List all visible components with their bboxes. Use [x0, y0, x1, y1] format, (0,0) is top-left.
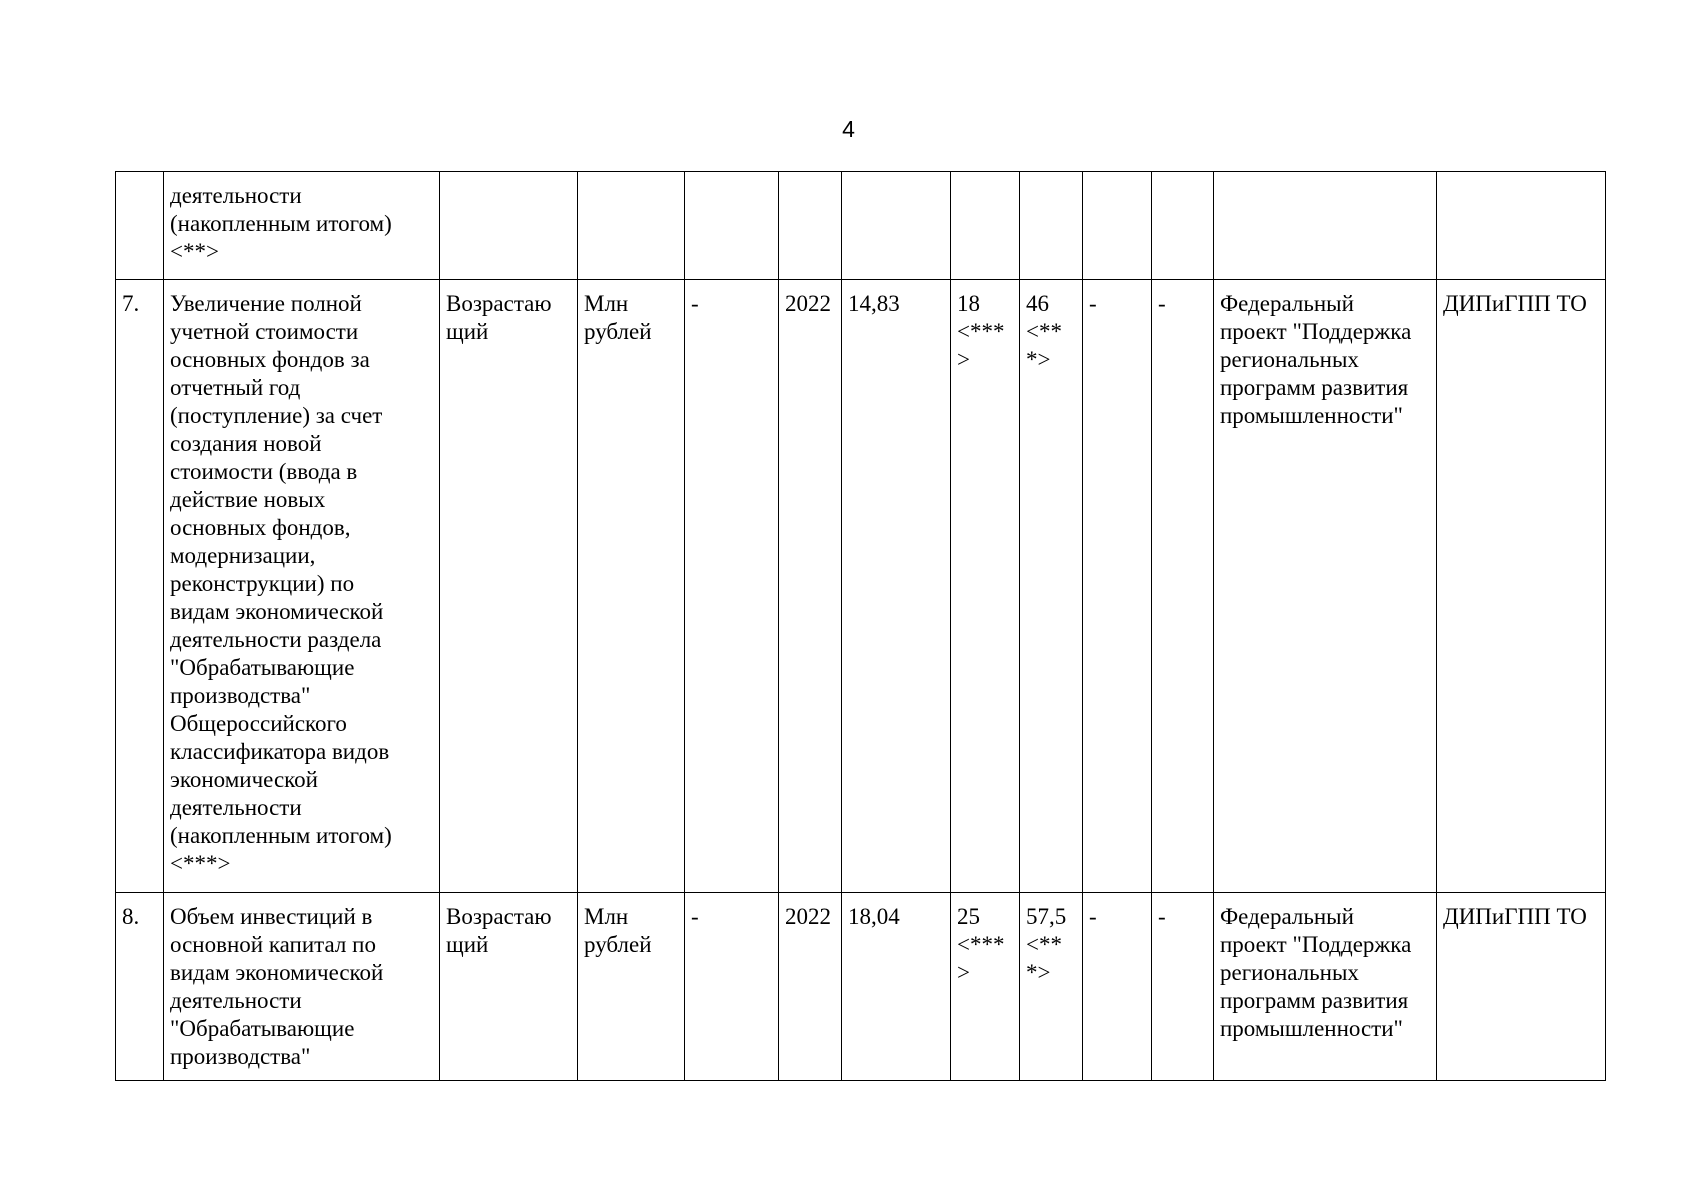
cell-year — [779, 172, 842, 280]
table-row — [116, 893, 1606, 1081]
cell-trend — [440, 172, 578, 280]
cell-project: Федеральный проект "Поддержка региональных программ развития промышленности" — [1214, 280, 1437, 893]
cell-val4 — [1152, 172, 1214, 280]
table-row — [116, 280, 1606, 893]
cell-indicator-name: Объем инвестиций в основной капитал по видам экономической деятельности "Обрабатывающие производства" — [164, 893, 440, 1081]
cell-val1 — [951, 172, 1020, 280]
cell-project: Федеральный проект "Поддержка региональных программ развития промышленности" — [1214, 893, 1437, 1081]
cell-val2: 57,5 <** *> — [1020, 893, 1083, 1081]
cell-num — [116, 172, 164, 280]
cell-val4: - — [1152, 893, 1214, 1081]
cell-year: 2022 — [779, 280, 842, 893]
cell-year: 2022 — [779, 893, 842, 1081]
cell-unit: Млн рублей — [578, 280, 685, 893]
cell-col4 — [685, 172, 779, 280]
cell-val2: 46 <** *> — [1020, 280, 1083, 893]
cell-base-value: 18,04 — [842, 893, 951, 1081]
cell-val4: - — [1152, 280, 1214, 893]
cell-base-value — [842, 172, 951, 280]
cell-col4: - — [685, 280, 779, 893]
table-row-continuation — [116, 172, 1606, 280]
cell-trend: Возрастаю щий — [440, 893, 578, 1081]
cell-unit — [578, 172, 685, 280]
cell-responsible — [1437, 172, 1606, 280]
cell-val3: - — [1083, 893, 1152, 1081]
cell-val2 — [1020, 172, 1083, 280]
cell-indicator-name: Увеличение полной учетной стоимости основных фондов за отчетный год (поступление) за счет создания новой стоимости (ввода в действие новых основных фондов, модернизации, реконструкции) по видам экономической деятельности раздела "Обрабатывающие производства" Общероссийского классификатора видов экономической деятельности (накопленным итогом) <***> — [164, 280, 440, 893]
cell-num: 8. — [116, 893, 164, 1081]
cell-val1: 18 <*** > — [951, 280, 1020, 893]
cell-responsible: ДИПиГПП ТО — [1437, 280, 1606, 893]
page-number: 4 — [842, 116, 855, 142]
cell-val1: 25 <*** > — [951, 893, 1020, 1081]
cell-val3: - — [1083, 280, 1152, 893]
cell-unit: Млн рублей — [578, 893, 685, 1081]
cell-num: 7. — [116, 280, 164, 893]
cell-trend: Возрастаю щий — [440, 280, 578, 893]
cell-col4: - — [685, 893, 779, 1081]
cell-base-value: 14,83 — [842, 280, 951, 893]
cell-indicator-name: деятельности (накопленным итогом) <**> — [164, 172, 440, 280]
indicators-table — [115, 171, 1606, 1081]
cell-responsible: ДИПиГПП ТО — [1437, 893, 1606, 1081]
cell-val3 — [1083, 172, 1152, 280]
cell-project — [1214, 172, 1437, 280]
